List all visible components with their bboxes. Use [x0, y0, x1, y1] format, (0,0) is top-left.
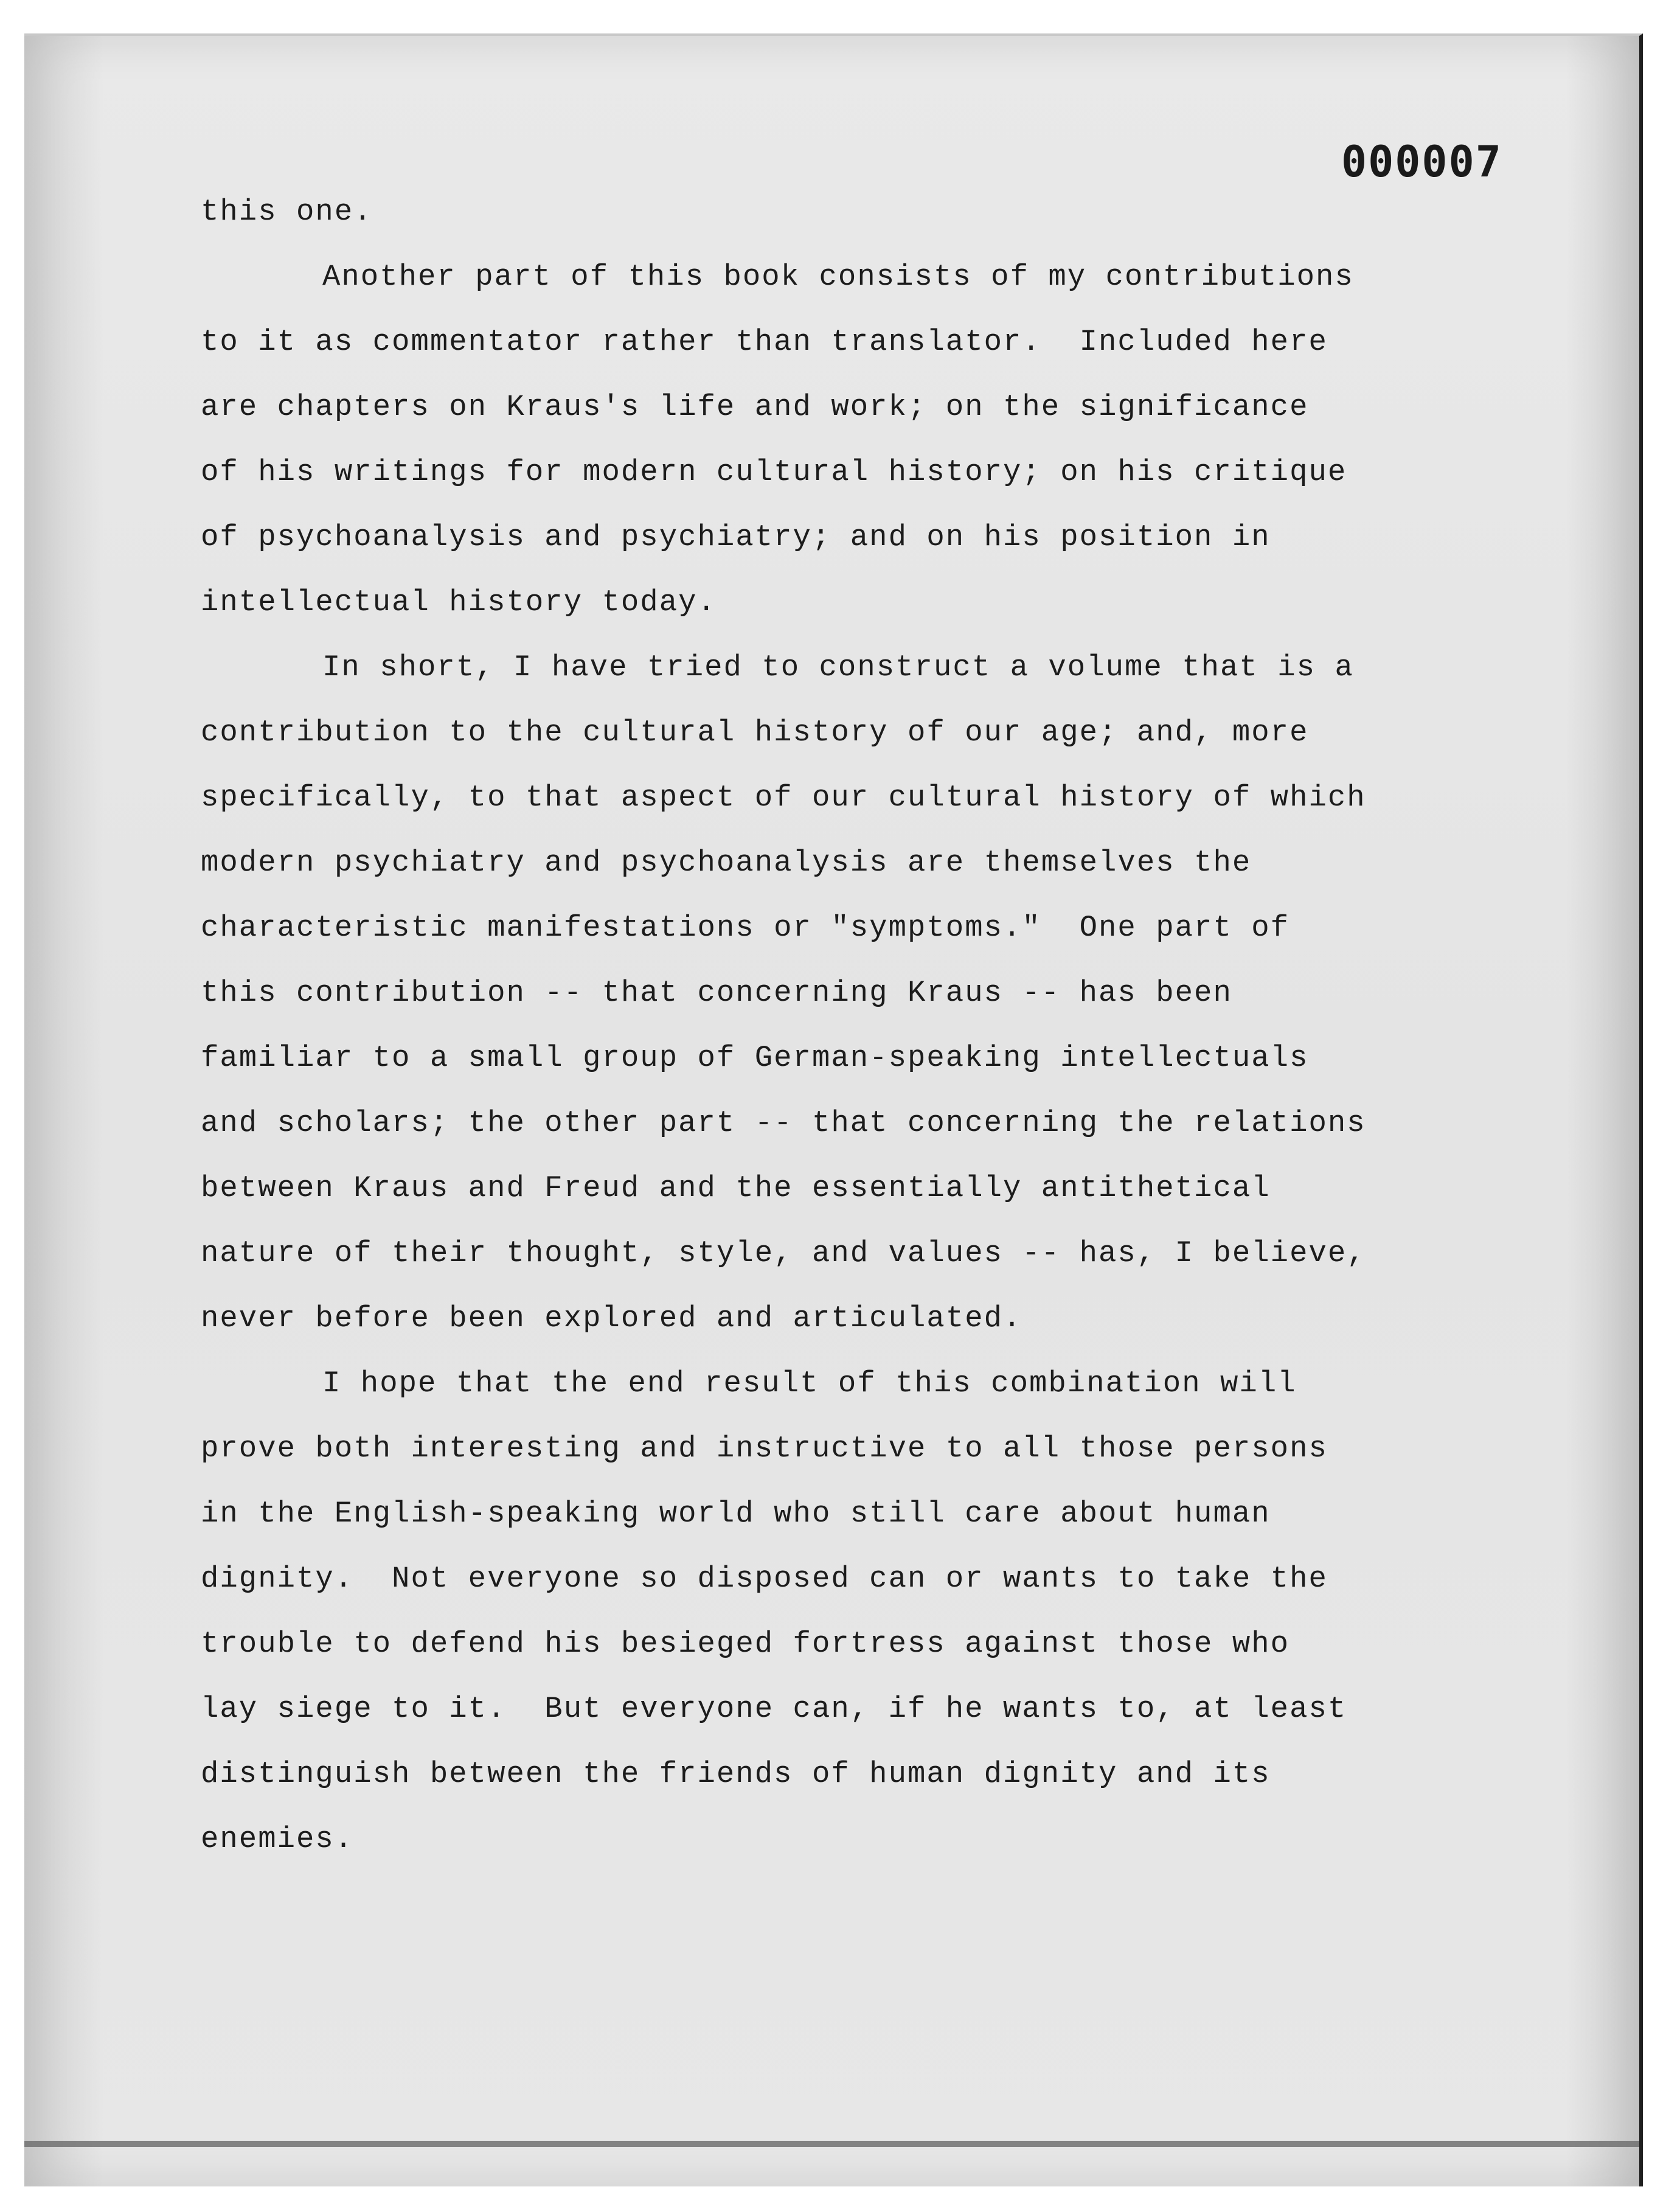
text-line: characteristic manifestations or "symptoms." One part of	[201, 911, 1290, 945]
bottom-edge-line	[24, 2141, 1639, 2147]
text-line: enemies.	[201, 1822, 354, 1856]
text-line: lay siege to it. But everyone can, if he wants to, at least	[201, 1692, 1347, 1726]
text-line: in the English-speaking world who still care about human	[201, 1497, 1271, 1531]
text-line: to it as commentator rather than translator. Included here	[201, 325, 1328, 359]
text-line: distinguish between the friends of human dignity and its	[201, 1757, 1271, 1791]
text-line: contribution to the cultural history of our age; and, more	[201, 715, 1309, 750]
text-line: trouble to defend his besieged fortress against those who	[201, 1627, 1290, 1661]
text-line: and scholars; the other part -- that concerning the relations	[201, 1106, 1366, 1140]
text-line: modern psychiatry and psychoanalysis are themselves the	[201, 846, 1252, 880]
text-line: familiar to a small group of German-speaking intellectuals	[201, 1041, 1309, 1075]
paragraph-start-line: Another part of this book consists of my contributions	[322, 260, 1354, 294]
page-number: 000007	[1341, 137, 1502, 187]
paragraph-start-line: In short, I have tried to construct a volume that is a	[322, 650, 1354, 684]
page-shadow-right	[1566, 36, 1639, 2186]
page-shadow-left	[24, 36, 103, 2186]
text-line: of his writings for modern cultural history; on his critique	[201, 455, 1347, 489]
body-text	[201, 179, 1417, 1872]
text-line: this contribution -- that concerning Kraus -- has been	[201, 976, 1232, 1010]
text-line: never before been explored and articulated.	[201, 1301, 1022, 1335]
text-line: between Kraus and Freud and the essentially antithetical	[201, 1171, 1271, 1205]
text-line: of psychoanalysis and psychiatry; and on his position in	[201, 520, 1271, 554]
text-line: prove both interesting and instructive to all those persons	[201, 1431, 1328, 1466]
text-line: specifically, to that aspect of our cultural history of which	[201, 781, 1366, 815]
text-line: are chapters on Kraus's life and work; on the significance	[201, 390, 1309, 424]
text-line: intellectual history today.	[201, 585, 717, 619]
paragraph-start-line: I hope that the end result of this combination will	[322, 1366, 1297, 1400]
text-line: this one.	[201, 195, 373, 229]
text-line: nature of their thought, style, and values -- has, I believe,	[201, 1236, 1366, 1270]
text-line: dignity. Not everyone so disposed can or wants to take the	[201, 1562, 1328, 1596]
